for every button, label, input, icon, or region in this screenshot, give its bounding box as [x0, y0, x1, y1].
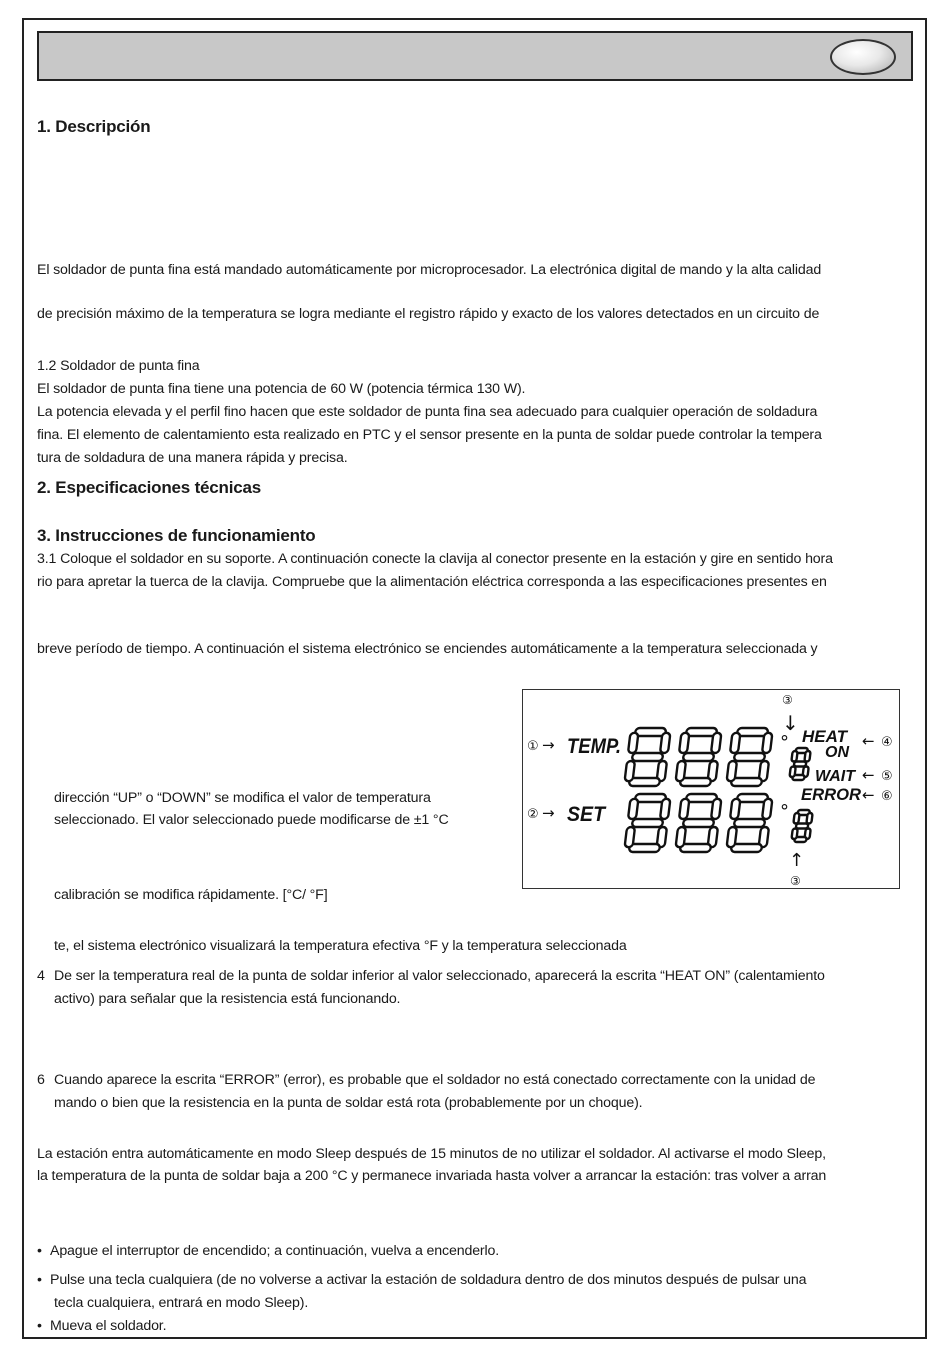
callout-1: ①: [527, 739, 539, 754]
lcd-segment: [762, 799, 772, 819]
lcd-segment: [734, 753, 765, 761]
callout-3-top: ③: [782, 693, 793, 707]
paragraph-line: 3.1 Coloque el soldador en su soporte. A continuación conecte la clavija al conector presente en la estación y gire en sentido hora: [37, 551, 833, 567]
lcd-segment: [632, 753, 663, 761]
list-item-text: De ser la temperatura real de la punta de soldar inferior al valor seleccionado, aparecerá la escrita “HEAT ON” (calentamiento: [54, 968, 825, 984]
lcd-heat-label: HEAT: [802, 727, 848, 746]
lcd-error-label: ERROR: [801, 785, 862, 804]
lcd-segment: [793, 813, 799, 824]
lcd-wait-label: WAIT: [815, 768, 855, 785]
lcd-segment: [679, 733, 689, 753]
lcd-segment: [711, 733, 721, 753]
lcd-digit: [624, 794, 671, 852]
lcd-segment: [806, 813, 812, 824]
lcd-segment: [791, 751, 797, 762]
list-item-text: activo) para señalar que la resistencia está funcionando.: [54, 991, 401, 1007]
lcd-segment: [625, 827, 635, 847]
lcd-segment: [796, 824, 809, 829]
list-item-text: Cuando aparece la escrita “ERROR” (error), es probable que el soldador no está conectado correctamente con la unidad de: [54, 1072, 816, 1088]
bullet-item: Pulse una tecla cualquiera (de no volverse a activar la estación de soldadura dentro de dos minutos después de pulsar una: [50, 1272, 807, 1288]
paragraph-line: La estación entra automáticamente en modo Sleep después de 15 minutos de no utilizar el soldador. Al activarse el modo Sleep,: [37, 1146, 826, 1162]
arrow-right-icon: →: [542, 804, 555, 822]
lcd-segment: [683, 753, 714, 761]
lcd-segment: [792, 829, 798, 840]
paragraph-line: la temperatura de la punta de soldar baja a 200 °C y permanece invariada hasta volver a arrancar la estación: tras volver a arran: [37, 1168, 827, 1184]
paragraph-line: fina. El elemento de calentamiento esta realizado en PTC y el sensor presente en la punta de soldar puede controlar la tempera: [37, 427, 822, 443]
subsection-1-2-title: 1.2 Soldador de punta fina: [37, 358, 200, 374]
lcd-set-digits: [624, 794, 773, 852]
lcd-segment: [683, 819, 714, 827]
lcd-digit: [675, 794, 722, 852]
lcd-on-label: ON: [825, 744, 849, 761]
callout-5: ⑤: [881, 769, 893, 784]
page-frame: [22, 18, 927, 1339]
bullet-item: Apague el interruptor de encendido; a continuación, vuelva a encenderlo.: [50, 1243, 500, 1259]
lcd-segment: [660, 733, 670, 753]
arrow-left-icon: ←: [862, 766, 875, 784]
lcd-temp-label: TEMP.: [567, 735, 621, 758]
arrow-left-icon: ←: [862, 786, 875, 804]
callout-6: ⑥: [881, 789, 893, 804]
arrow-right-icon: →: [542, 736, 555, 754]
lcd-segment: [727, 827, 737, 847]
arrow-left-icon: ←: [862, 732, 875, 750]
paragraph-line: El soldador de punta fina está mandado automáticamente por microprocesador. La electrónica digital de mando y la alta calidad: [37, 262, 822, 278]
lcd-digit: [675, 728, 722, 786]
lcd-segment: [660, 799, 670, 819]
paragraph-line: dirección “UP” o “DOWN” se modifica el valor de temperatura: [54, 790, 431, 806]
section-2-title: 2. Especificaciones técnicas: [37, 478, 262, 497]
lcd-set-label: SET: [567, 803, 608, 826]
bullet-icon: •: [37, 1243, 42, 1259]
lcd-unit-digit: [789, 748, 811, 780]
section-1-title: 1. Descripción: [37, 117, 151, 136]
arrow-down-icon: ↓: [782, 711, 799, 735]
lcd-segment: [628, 733, 638, 753]
lcd-segment: [711, 799, 721, 819]
lcd-segment: [804, 751, 810, 762]
lcd-digit: [726, 794, 773, 852]
lcd-segment: [730, 799, 740, 819]
lcd-segment: [676, 827, 686, 847]
page-badge-oval: [830, 39, 896, 75]
list-item-text: mando o bien que la resistencia en la punta de soldar está rota (probablemente por un choque).: [54, 1095, 643, 1111]
bullet-item: tecla cualquiera, entrará en modo Sleep).: [54, 1295, 309, 1311]
lcd-digit: [726, 728, 773, 786]
paragraph-line: El soldador de punta fina tiene una potencia de 60 W (potencia térmica 130 W).: [37, 381, 526, 397]
paragraph-line: te, el sistema electrónico visualizará la temperatura efectiva °F y la temperatura seleccionada: [54, 938, 627, 954]
degree-symbol: °: [780, 732, 789, 753]
header-bar: [37, 31, 913, 81]
lcd-temp-digits: [624, 728, 773, 786]
bullet-icon: •: [37, 1318, 42, 1334]
callout-3-bottom: ③: [790, 874, 801, 888]
lcd-segment: [676, 761, 686, 781]
paragraph-line: calibración se modifica rápidamente. [°C/ °F]: [54, 887, 328, 903]
degree-symbol: °: [780, 801, 789, 822]
paragraph-line: La potencia elevada y el perfil fino hacen que este soldador de punta fina sea adecuado para cualquier operación de soldadura: [37, 404, 818, 420]
lcd-segment: [632, 819, 663, 827]
lcd-segment: [628, 799, 638, 819]
paragraph-line: breve período de tiempo. A continuación el sistema electrónico se enciendes automáticamente a la temperatura seleccionada y: [37, 641, 818, 657]
lcd-segment: [727, 761, 737, 781]
paragraph-line: tura de soldadura de una manera rápida y precisa.: [37, 450, 348, 466]
bullet-item: Mueva el soldador.: [50, 1318, 167, 1334]
paragraph-line: rio para apretar la tuerca de la clavija. Compruebe que la alimentación eléctrica corresponda a las especificaciones presentes en: [37, 574, 827, 590]
callout-4: ④: [881, 735, 893, 750]
lcd-unit-digit-top: [789, 748, 811, 780]
lcd-segment: [734, 819, 765, 827]
lcd-segment: [762, 733, 772, 753]
lcd-segment: [625, 761, 635, 781]
list-item-number: 4: [37, 968, 45, 984]
bullet-icon: •: [37, 1272, 42, 1288]
lcd-digit: [624, 728, 671, 786]
lcd-display-diagram: [522, 689, 900, 889]
arrow-up-icon: ↑: [789, 850, 805, 871]
callout-2: ②: [527, 807, 539, 822]
lcd-segment: [730, 733, 740, 753]
lcd-unit-digit: [791, 810, 813, 842]
lcd-unit-digit-bottom: [791, 810, 813, 842]
lcd-segment: [794, 762, 807, 767]
list-item-number: 6: [37, 1072, 45, 1088]
lcd-segment: [679, 799, 689, 819]
paragraph-line: de precisión máximo de la temperatura se logra mediante el registro rápido y exacto de los valores detectados en un circuito de: [37, 306, 820, 322]
paragraph-line: seleccionado. El valor seleccionado puede modificarse de ±1 °C: [54, 812, 449, 828]
section-3-title: 3. Instrucciones de funcionamiento: [37, 526, 316, 545]
lcd-segment: [790, 767, 796, 778]
